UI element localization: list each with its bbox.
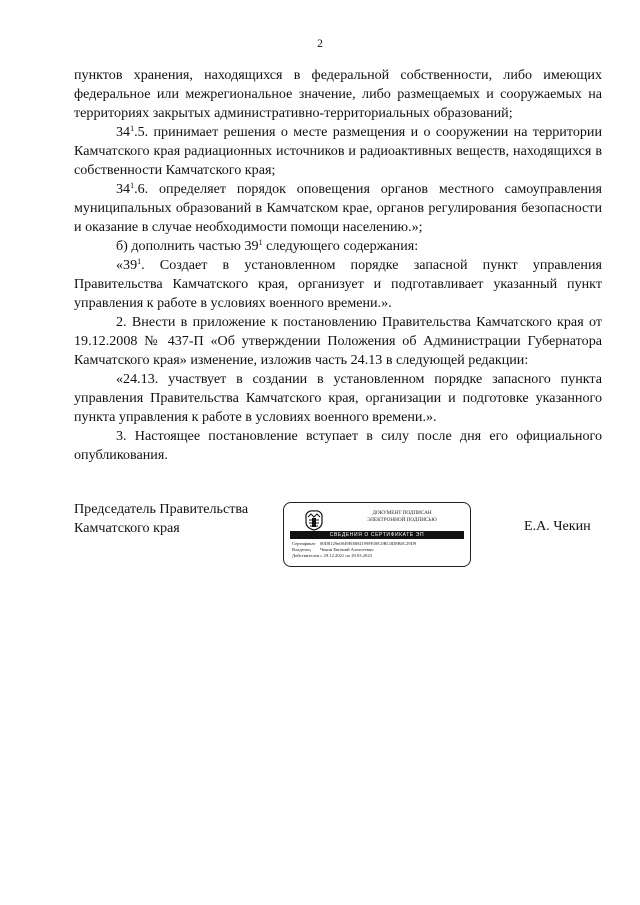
paragraph-text: 34 [116,181,131,197]
paragraph-p2 [74,123,602,180]
paragraph-p6 [74,313,602,370]
stamp-validity-row: Действителен с 29.12.2021 по 29.03.2023 [292,553,372,558]
signatory-position [74,500,248,538]
page-number: 2 [317,38,323,50]
paragraph-text: .5. принимает решения о месте размещения и о сооружении на территории Камчатского края радиационных источников и радиоактивных веществ, находящихся в собственности Камчатского края; [74,124,602,178]
paragraph-text: следующего содержания: [262,238,419,254]
paragraph-text: .6. определяет порядок оповещения органов местного самоуправления муниципальных образований в Камчатском крае, органов регулирования безопасности и оказание в случае необходимости помощи населению.»; [74,181,602,235]
stamp-cert-label: Сертификат [292,541,316,546]
document-body [74,66,602,465]
signatory-name: Е.А. Чекин [524,518,591,534]
stamp-title-line1: ДОКУМЕНТ ПОДПИСАН [372,510,432,516]
paragraph-text: «24.13. участвует в создании в установленном порядке запасного пункта управления Правительства Камчатского края, организации и подготовке указанного пункта управления к работе в условиях военного времени.». [74,371,602,425]
paragraph-p3 [74,180,602,237]
paragraph-text: б) дополнить частью 39 [116,238,259,254]
stamp-owner-value: Чекин Евгений Алексеевич [320,547,374,552]
paragraph-text: 3. Настоящее постановление вступает в силу после дня его официального опубликования. [74,428,602,463]
coat-of-arms-emblem-icon [304,509,324,531]
stamp-cert-value: 00D8129n0049E00B4199FE00C0BC0D8B0C29D9 [320,541,417,546]
stamp-title-line2: ЭЛЕКТРОННОЙ ПОДПИСЬЮ [367,517,437,523]
stamp-owner-label: Владелец [292,547,311,552]
paragraph-p7 [74,370,602,427]
paragraph-text: пунктов хранения, находящихся в федеральной собственности, либо имеющих федеральное или межрегиональное значение, либо размещаемых и сооружаемых на территориях закрытых административно-территориальных образований; [74,67,602,121]
superscript: 1 [130,124,135,133]
stamp-title [338,510,466,524]
stamp-certificate-bar: СВЕДЕНИЯ О СЕРТИФИКАТЕ ЭП [290,531,464,539]
paragraph-p1 [74,66,602,123]
electronic-signature-stamp [283,502,471,567]
paragraph-text: 34 [116,124,131,140]
superscript: 1 [130,181,135,190]
paragraph-text: «39 [116,257,138,273]
signatory-position-line2: Камчатского края [74,520,180,536]
paragraph-p5 [74,256,602,313]
paragraph-text: . Создает в установленном порядке запасной пункт управления Правительства Камчатского края, организует и подготавливает указанный пункт управления к работе в условиях военного времени.». [74,257,602,311]
superscript: 1 [137,257,142,266]
paragraph-p4 [74,237,602,256]
superscript: 1 [258,238,263,247]
paragraph-text: 2. Внести в приложение к постановлению Правительства Камчатского края от 19.12.2008 № 437-П «Об утверждении Положения об Администрации Губернатора Камчатского края» изменение, изложив часть 24.13 в следующей редакции: [74,314,602,368]
signatory-position-line1: Председатель Правительства [74,501,249,517]
paragraph-p8 [74,427,602,465]
